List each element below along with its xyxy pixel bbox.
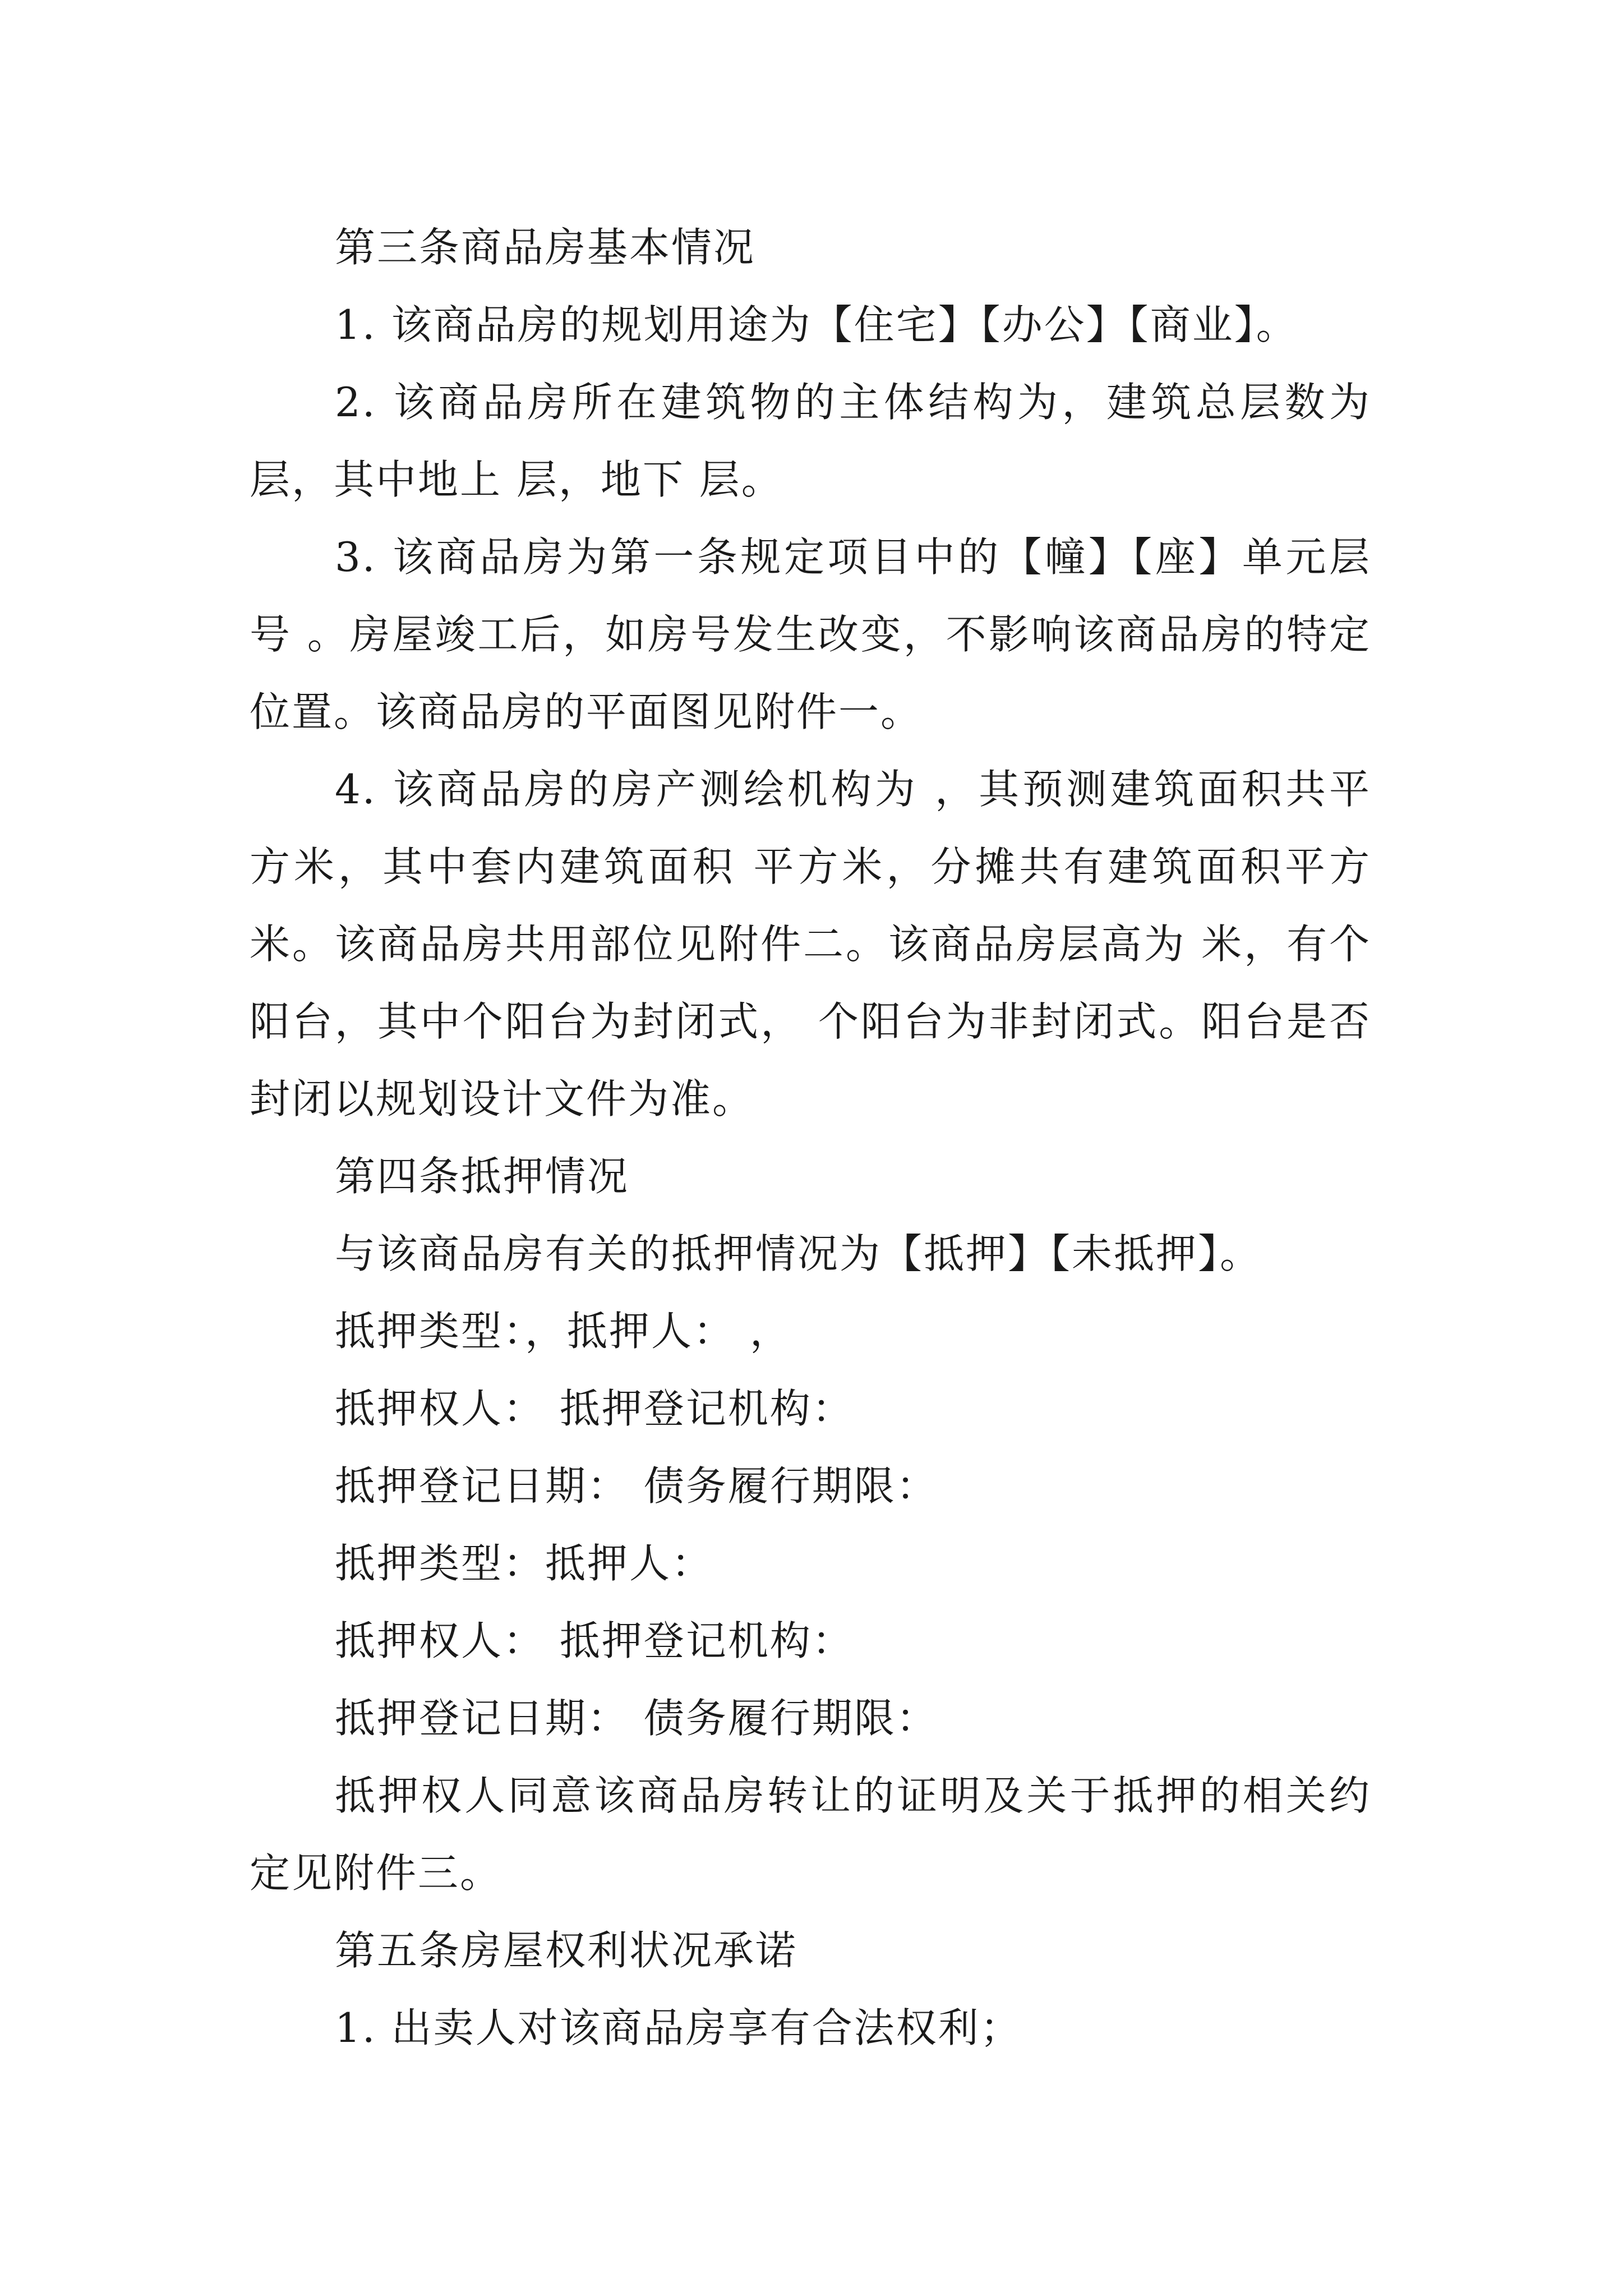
- mortgagee-line-2: 抵押权人： 抵押登记机构：: [335, 1617, 854, 1664]
- section-heading-article-5: 第五条房屋权利状况承诺: [335, 1927, 798, 1974]
- document-body: [250, 209, 1371, 2067]
- mortgage-consent-line: 抵押权人同意该商品房转让的证明及关于抵押的相关约定见附件三。: [250, 1772, 1371, 1897]
- clause-3-1: 1. 该商品房的规划用途为【住宅】【办公】【商业】。: [335, 301, 1298, 348]
- section-heading-article-4: 第四条抵押情况: [335, 1153, 630, 1200]
- clause-3-3: 3. 该商品房为第一条规定项目中的【幢】【座】单元层号 。房屋竣工后，如房号发生改变，不影响该商品房的特定位置。该商品房的平面图见附件一。: [250, 533, 1371, 735]
- mortgage-date-line-1: 抵押登记日期： 债务履行期限：: [335, 1462, 938, 1510]
- mortgage-type-line-1: 抵押类型：，抵押人： ，: [335, 1308, 792, 1355]
- clause-3-4: 4. 该商品房的房产测绘机构为 ，其预测建筑面积共平方米，其中套内建筑面积 平方米，分摊共有建筑面积平方米。该商品房共用部位见附件二。该商品房层高为 米，有个阳台，其中个阳台为封闭式， 个阳台为非封闭式。阳台是否封闭以规划设计文件为准。: [250, 766, 1371, 1122]
- section-heading-article-3: 第三条商品房基本情况: [335, 224, 756, 271]
- clause-3-2: 2. 该商品房所在建筑物的主体结构为，建筑总层数为层，其中地上 层，地下 层。: [250, 379, 1371, 503]
- mortgage-type-line-2: 抵押类型：抵押人：: [335, 1540, 714, 1587]
- mortgage-date-line-2: 抵押登记日期： 债务履行期限：: [335, 1695, 938, 1742]
- clause-5-1: 1. 出卖人对该商品房享有合法权利；: [335, 2004, 1022, 2051]
- mortgagee-line-1: 抵押权人： 抵押登记机构：: [335, 1385, 854, 1432]
- mortgage-status-line: 与该商品房有关的抵押情况为【抵押】【未抵押】。: [335, 1230, 1262, 1277]
